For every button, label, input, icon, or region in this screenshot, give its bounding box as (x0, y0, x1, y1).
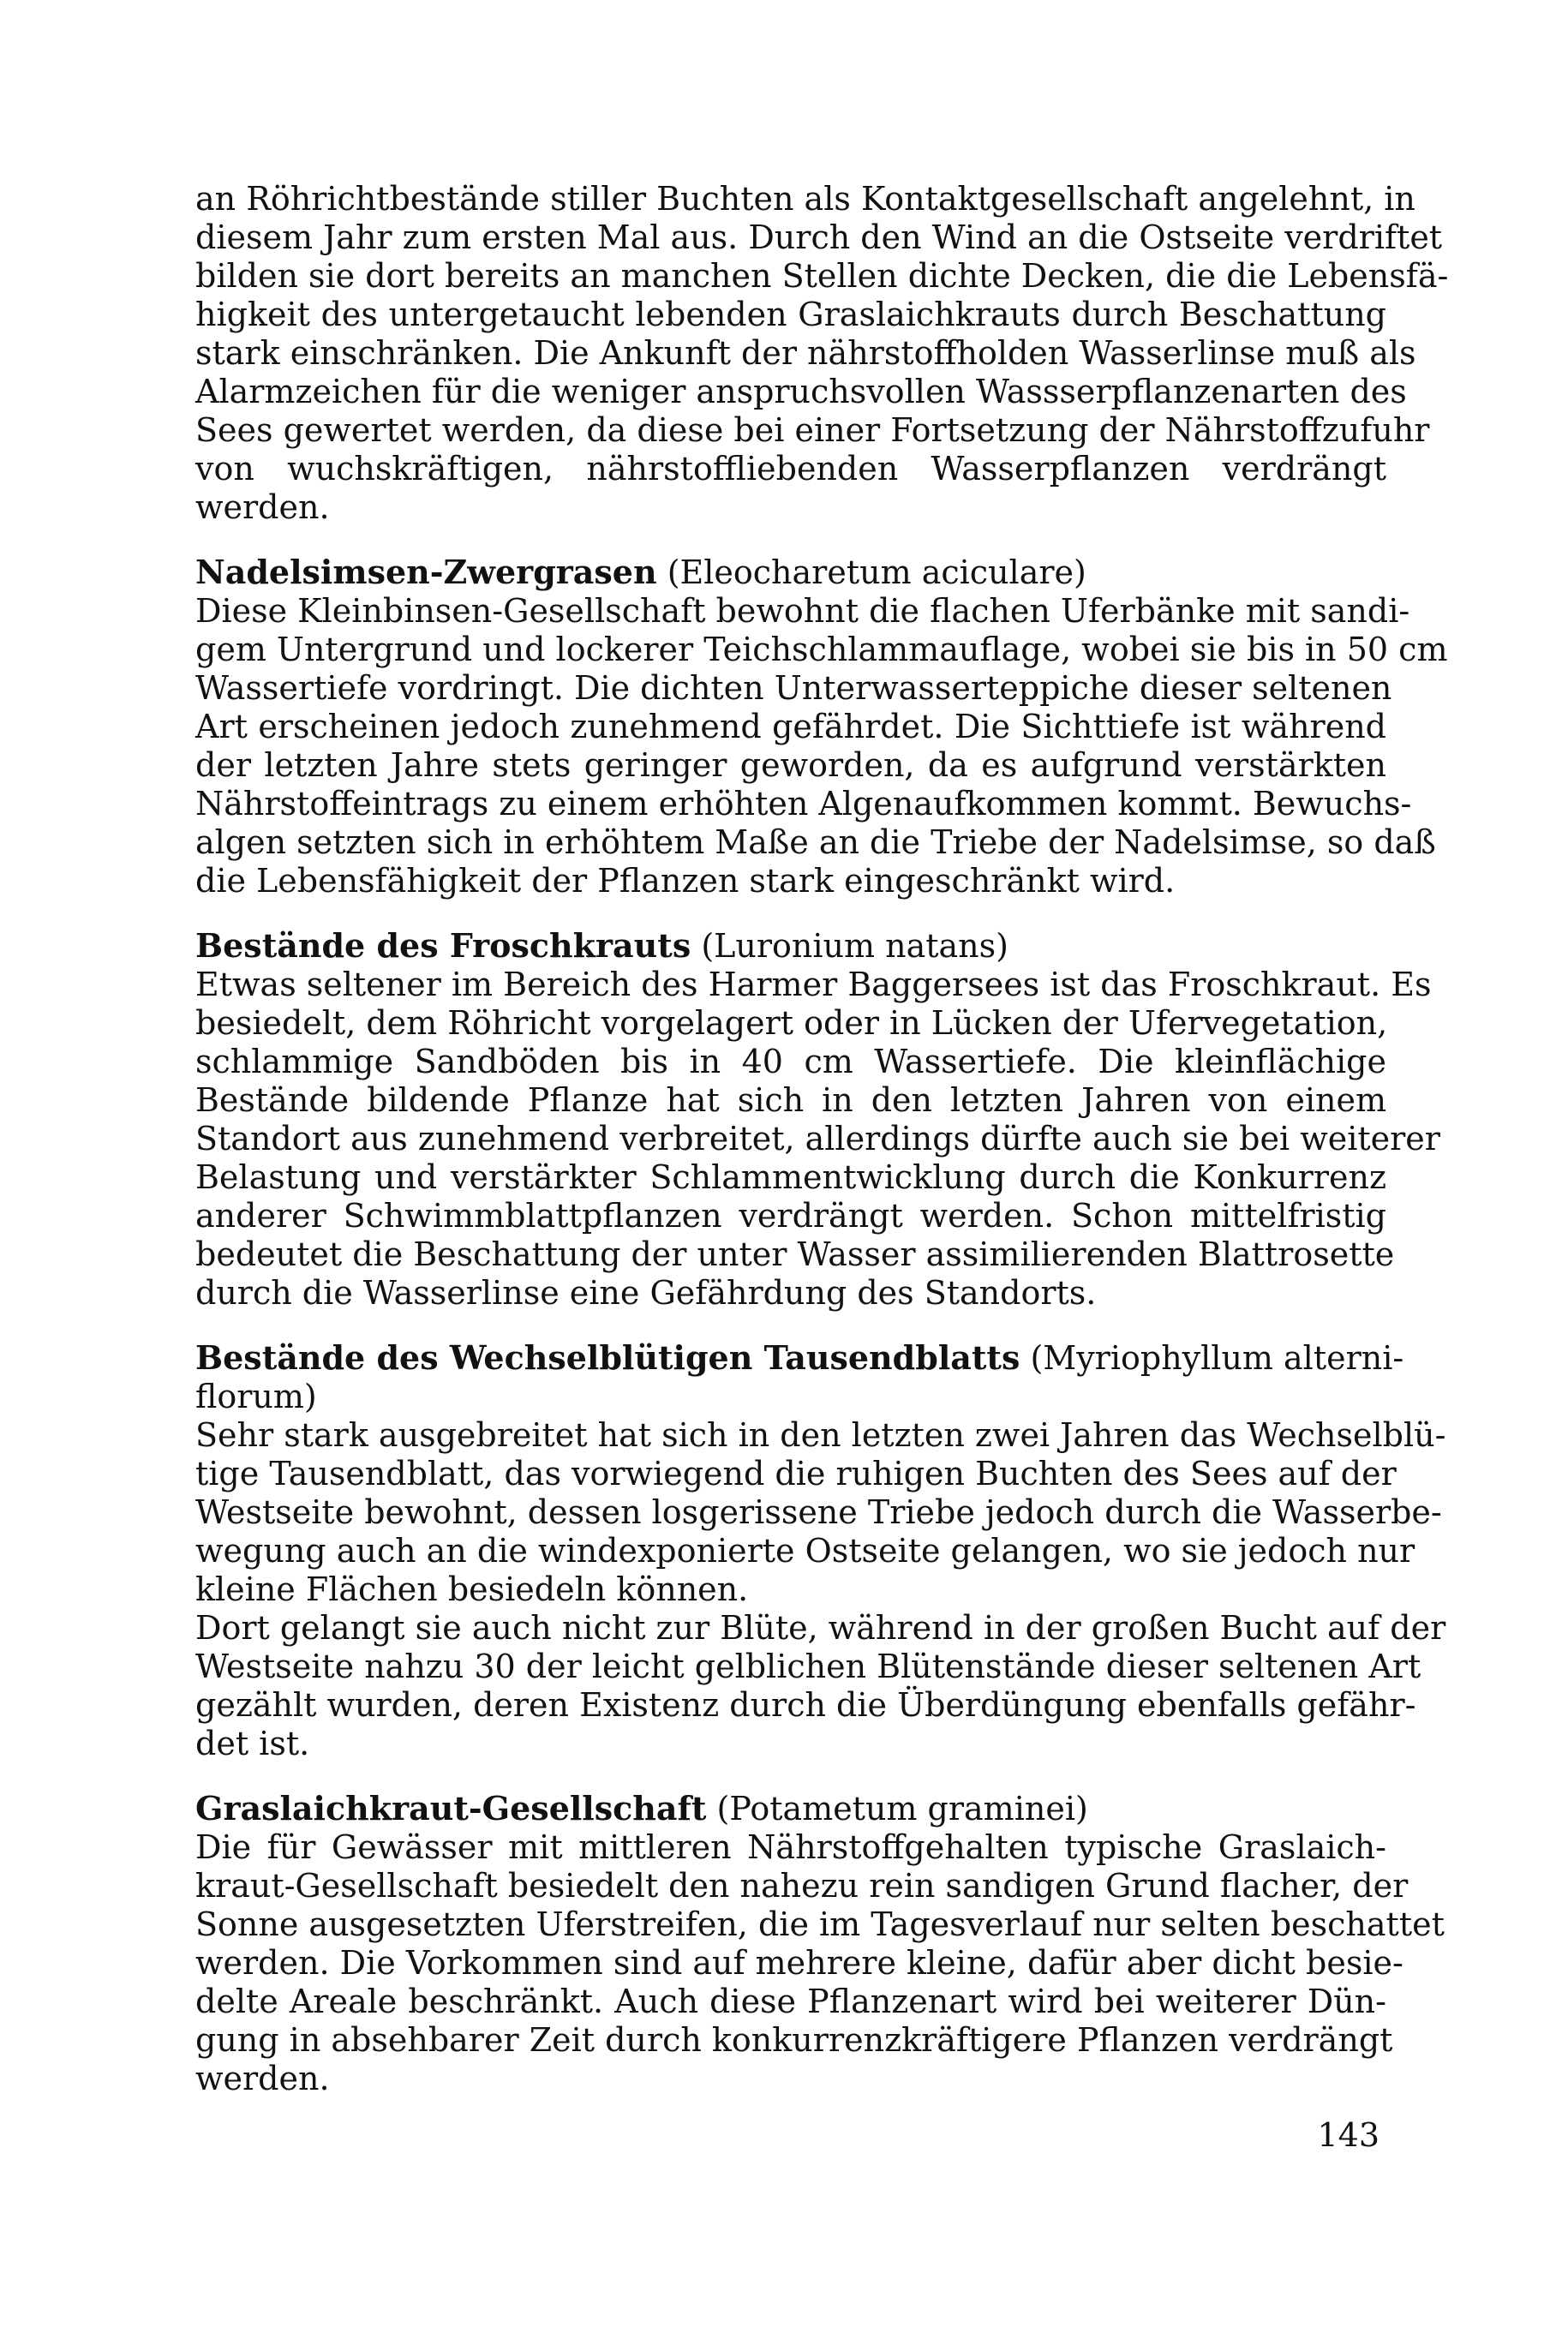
text-line: Standort aus zunehmend verbreitet, allerdings dürfte auch sie bei weiterer (195, 1120, 1440, 1158)
text-line: Etwas seltener im Bereich des Harmer Baggersees ist das Froschkraut. Es (195, 966, 1432, 1003)
text-line: werden. (195, 488, 330, 526)
text-line: Alarmzeichen für die weniger anspruchsvollen Wassserpflanzenarten des (195, 373, 1407, 410)
text-line: werden. (195, 2060, 330, 2097)
text-line: higkeit des untergetaucht lebenden Graslaichkrauts durch Beschattung (195, 296, 1386, 333)
text-line: Belastung und verstärkter Schlammentwicklung durch die Konkurrenz (195, 1158, 1386, 1196)
text-line: det ist. (195, 1725, 310, 1762)
text-line: Bestände bildende Pflanze hat sich in den letzten Jahren von einem (195, 1081, 1386, 1119)
text-line: Sees gewertet werden, da diese bei einer Fortsetzung der Nährstoffzufuhr (195, 411, 1430, 449)
section-heading-continuation: florum) (195, 1378, 317, 1415)
intro-paragraph (195, 180, 1449, 527)
section-nadelsimsen (195, 553, 1448, 900)
text-line: gung in absehbarer Zeit durch konkurrenzkräftigere Pflanzen verdrängt (195, 2021, 1393, 2059)
text-line: werden. Die Vorkommen sind auf mehrere kleine, dafür aber dicht besie- (195, 1944, 1403, 1982)
text-line: tige Tausendblatt, das vorwiegend die ruhigen Buchten des Sees auf der (195, 1455, 1397, 1493)
section-heading-line (195, 553, 1386, 592)
text-line: delte Areale beschränkt. Auch diese Pflanzenart wird bei weiterer Dün- (195, 1983, 1386, 2020)
text-line: anderer Schwimmblattpflanzen verdrängt werden. Schon mittelfristig (195, 1197, 1386, 1235)
text-line: an Röhrichtbestände stiller Buchten als Kontaktgesellschaft angelehnt, in (195, 180, 1415, 218)
text-line: Nährstoffeintrags zu einem erhöhten Algenaufkommen kommt. Bewuchs- (195, 785, 1412, 823)
text-line: die Lebensfähigkeit der Pflanzen stark eingeschränkt wird. (195, 862, 1176, 900)
section-latin-name: (Myriophyllum alterni- (1020, 1339, 1404, 1377)
section-latin-name: (Potametum graminei) (706, 1790, 1088, 1828)
text-line: gem Untergrund und lockerer Teichschlammauflage, wobei sie bis in 50 cm (195, 631, 1448, 668)
section-tausendblatt (195, 1338, 1446, 1763)
page-body (195, 180, 1449, 2098)
text-line: wegung auch an die windexponierte Ostseite gelangen, wo sie jedoch nur (195, 1532, 1415, 1570)
section-latin-name: (Luronium natans) (691, 927, 1008, 965)
text-line: Die für Gewässer mit mittleren Nährstoffgehalten typische Graslaich- (195, 1828, 1386, 1866)
text-line: gezählt wurden, deren Existenz durch die Überdüngung ebenfalls gefähr- (195, 1686, 1416, 1724)
text-line: stark einschränken. Die Ankunft der nährstoffholden Wasserlinse muß als (195, 334, 1416, 372)
text-line: Sonne ausgesetzten Uferstreifen, die im Tagesverlauf nur selten beschattet (195, 1905, 1445, 1943)
section-heading: Bestände des Wechselblütigen Tausendblatts (195, 1338, 1020, 1377)
section-latin-name: (Eleocharetum aciculare) (656, 553, 1086, 591)
section-heading: Graslaichkraut-Gesellschaft (195, 1789, 707, 1828)
section-graslaichkraut (195, 1789, 1445, 2098)
text-line: von wuchskräftigen, nährstoffliebenden Wasserpflanzen verdrängt (195, 450, 1386, 488)
section-heading-line (195, 1338, 1404, 1378)
section-heading-line (195, 1789, 1386, 1828)
text-line: Sehr stark ausgebreitet hat sich in den letzten zwei Jahren das Wechselblü- (195, 1416, 1446, 1454)
section-heading: Nadelsimsen-Zwergrasen (195, 553, 657, 591)
text-line: kleine Flächen besiedeln können. (195, 1570, 749, 1608)
text-line: Diese Kleinbinsen-Gesellschaft bewohnt die flachen Uferbänke mit sandi- (195, 592, 1410, 630)
text-line: kraut-Gesellschaft besiedelt den nahezu rein sandigen Grund flacher, der (195, 1867, 1409, 1905)
text-line: Art erscheinen jedoch zunehmend gefährdet. Die Sichttiefe ist während (195, 708, 1386, 745)
text-line: bilden sie dort bereits an manchen Stellen dichte Decken, die die Lebensfä- (195, 257, 1449, 295)
text-line: Wassertiefe vordringt. Die dichten Unterwasserteppiche dieser seltenen (195, 669, 1392, 707)
text-line: Westseite nahzu 30 der leicht gelblichen Blütenstände dieser seltenen Art (195, 1648, 1421, 1685)
text-line: der letzten Jahre stets geringer geworden, da es aufgrund verstärkten (195, 746, 1386, 784)
text-line: Dort gelangt sie auch nicht zur Blüte, während in der großen Bucht auf der (195, 1609, 1446, 1647)
section-heading: Bestände des Froschkrauts (195, 926, 691, 965)
page-number: 143 (1317, 2116, 1379, 2154)
text-line: Westseite bewohnt, dessen losgerissene Triebe jedoch durch die Wasserbe- (195, 1493, 1442, 1531)
text-line: algen setzten sich in erhöhtem Maße an die Triebe der Nadelsimse, so daß (195, 823, 1436, 861)
section-froschkraut (195, 926, 1440, 1313)
text-line: durch die Wasserlinse eine Gefährdung des Standorts. (195, 1274, 1097, 1312)
text-line: diesem Jahr zum ersten Mal aus. Durch den Wind an die Ostseite verdriftet (195, 218, 1443, 256)
section-heading-line (195, 926, 1386, 966)
text-line: schlammige Sandböden bis in 40 cm Wassertiefe. Die kleinflächige (195, 1043, 1386, 1080)
text-line: besiedelt, dem Röhricht vorgelagert oder in Lücken der Ufervegetation, (195, 1004, 1388, 1042)
text-line: bedeutet die Beschattung der unter Wasser assimilierenden Blattrosette (195, 1235, 1395, 1273)
